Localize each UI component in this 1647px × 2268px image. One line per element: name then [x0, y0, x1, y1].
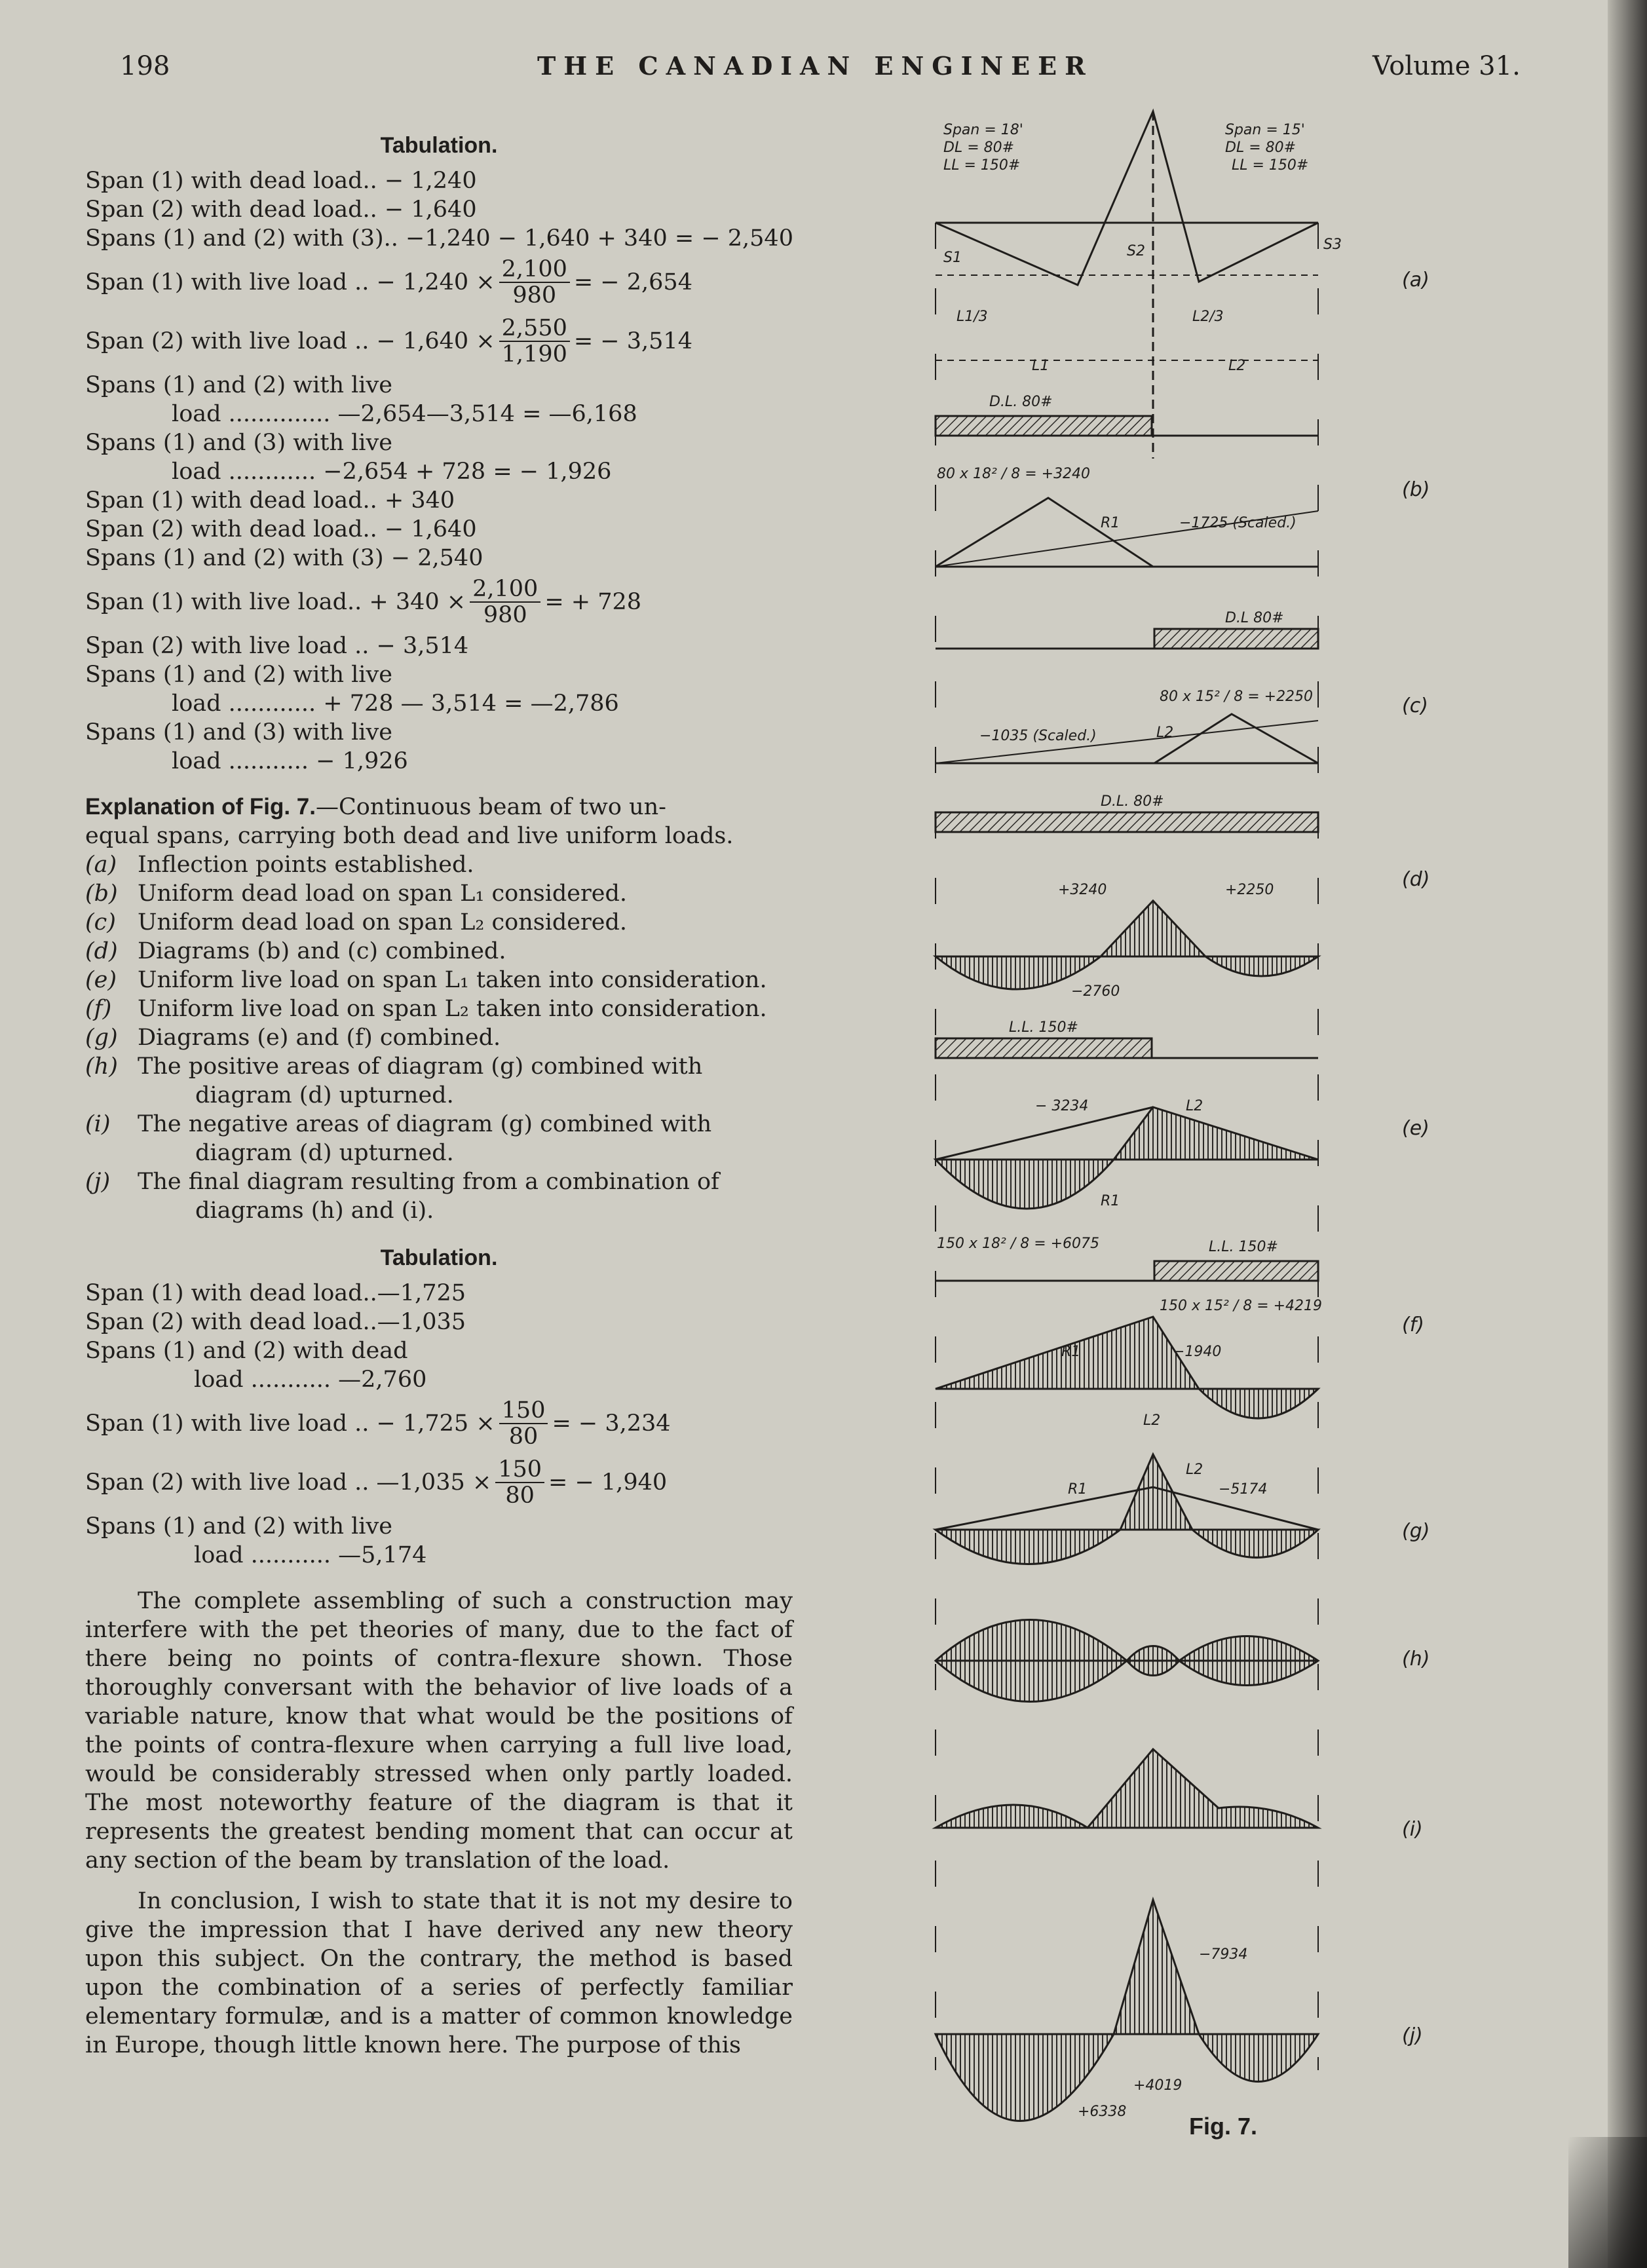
fig-c-load: D.L 80# [1225, 610, 1284, 626]
explanation-item [85, 1167, 793, 1196]
explanation-item [85, 1110, 793, 1139]
page-header [0, 51, 1647, 90]
moment-triangle [936, 498, 1153, 567]
tab2-row: Span (1) with dead load..—1,725 [85, 1280, 466, 1306]
item-label: (i) [85, 1111, 111, 1137]
explanation-intro: equal spans, carrying both dead and live uniform loads. [85, 823, 734, 849]
tabulation-title-2: Tabulation. [380, 1245, 498, 1270]
fig-c-l2: L2 [1156, 725, 1174, 741]
explanation-item-cont: diagrams (h) and (i). [195, 1198, 434, 1224]
fig-a-ll2: LL = 150# [1232, 157, 1309, 174]
tab1-row: load ............ + 728 — 3,514 = —2,786 [172, 690, 619, 717]
item-text: Diagrams (e) and (f) combined. [138, 1025, 501, 1051]
journal-title: THE CANADIAN ENGINEER [537, 51, 1093, 81]
denominator: 80 [508, 1424, 539, 1450]
page-number: 198 [120, 51, 170, 81]
tab1-row: Span (1) with dead load.. + 340 [85, 487, 455, 514]
numerator: 150 [495, 1457, 544, 1483]
dead-load-block [936, 812, 1318, 832]
moment-diagram-e [936, 1107, 1318, 1209]
fig-g-r1: R1 [1068, 1481, 1088, 1498]
item-label: (f) [85, 996, 112, 1022]
tab1-text: Span (1) with live load.. + 340 × [85, 589, 466, 615]
explanation-item-cont: diagram (d) upturned. [195, 1140, 454, 1166]
explanation-item [85, 908, 793, 937]
sub-label-c: (c) [1402, 694, 1428, 717]
tab2-row-fraction [85, 1394, 793, 1453]
dead-load-block [936, 416, 1152, 436]
fig-a-s2: S2 [1127, 243, 1145, 259]
item-label: (g) [85, 1025, 118, 1051]
tab1-row: Spans (1) and (2) with (3).. −1,240 − 1,640 + 340 = − 2,540 [85, 225, 793, 252]
sub-label-d: (d) [1402, 868, 1430, 891]
tab2-row: Spans (1) and (2) with dead [85, 1338, 408, 1364]
fig-a-l2-3: L2/3 [1192, 309, 1224, 325]
fig-b-scaled: −1725 (Scaled.) [1179, 515, 1297, 531]
tab1-text: Span (1) with live load .. − 1,240 × [85, 269, 495, 295]
tab1-row-fraction [85, 573, 793, 632]
explanation-item [85, 1052, 793, 1081]
sub-label-b: (b) [1402, 478, 1430, 501]
numerator: 150 [499, 1398, 548, 1424]
fig-e-v1: − 3234 [1035, 1098, 1089, 1114]
item-text: Diagrams (b) and (c) combined. [138, 938, 506, 964]
fig-b-load: D.L. 80# [989, 394, 1053, 410]
item-label: (b) [85, 880, 118, 907]
sub-label-g: (g) [1402, 1520, 1430, 1543]
explanation-intro [85, 793, 793, 822]
tab2-row: load ........... —5,174 [194, 1542, 427, 1568]
fig-f-l2: L2 [1143, 1412, 1161, 1429]
tab1-text: = + 728 [544, 589, 642, 615]
fig-e-l2: L2 [1186, 1098, 1203, 1114]
fraction [470, 576, 540, 628]
tab1-row: Spans (1) and (3) with live [85, 430, 392, 456]
moment-diagram-g [936, 1454, 1318, 1564]
item-text: Uniform live load on span L₁ taken into consideration. [138, 967, 767, 993]
fig-b-r1: R1 [1101, 515, 1120, 531]
sub-label-a: (a) [1402, 269, 1429, 292]
fig-a-s3: S3 [1323, 236, 1342, 253]
explanation-item [85, 1023, 793, 1052]
sub-label-i: (i) [1402, 1818, 1423, 1841]
item-text: Uniform live load on span L₂ taken into consideration. [138, 996, 767, 1022]
explanation-item-cont: diagram (d) upturned. [195, 1082, 454, 1108]
fig-j-v3: +6338 [1078, 2104, 1127, 2120]
item-text: The positive areas of diagram (g) combined with [138, 1053, 703, 1080]
dead-load-block [1154, 629, 1318, 649]
item-label: (j) [85, 1169, 111, 1195]
tab2-text: Span (1) with live load .. − 1,725 × [85, 1410, 495, 1437]
fig-b-formula: 80 x 18² / 8 = +3240 [937, 466, 1091, 482]
fig-d-v1: +3240 [1058, 882, 1107, 898]
tab2-text: = − 3,234 [552, 1410, 671, 1437]
numerator: 2,100 [499, 257, 570, 283]
explanation-lead: Explanation of Fig. 7. [85, 794, 316, 820]
explanation-item [85, 994, 793, 1023]
tab1-text: = − 3,514 [573, 328, 692, 354]
fraction [495, 1457, 544, 1508]
denominator: 80 [505, 1483, 535, 1509]
sub-label-j: (j) [1402, 2024, 1423, 2047]
sub-label-f: (f) [1402, 1314, 1424, 1336]
item-label: (h) [85, 1053, 118, 1080]
tab2-row: load ........... —2,760 [194, 1367, 427, 1393]
numerator: 2,100 [470, 576, 540, 603]
fig-e-load: L.L. 150# [1009, 1019, 1078, 1036]
tab1-row: Spans (1) and (2) with live [85, 662, 392, 688]
fig-d-v3: −2760 [1071, 983, 1120, 1000]
tab1-row: Spans (1) and (2) with (3) − 2,540 [85, 545, 483, 571]
text-column [85, 131, 793, 2060]
volume-label: Volume 31. [1372, 51, 1521, 81]
tab1-row: load ............ −2,654 + 728 = − 1,926 [172, 459, 612, 485]
fig-g-l2: L2 [1186, 1462, 1203, 1478]
sub-label-e: (e) [1402, 1117, 1429, 1140]
tabulation-title-1: Tabulation. [380, 133, 498, 158]
fig-e-r1: R1 [1101, 1193, 1120, 1209]
fig-c-scaled: −1035 (Scaled.) [979, 728, 1097, 744]
tab1-row: Spans (1) and (3) with live [85, 719, 392, 746]
fig-d-load: D.L. 80# [1101, 793, 1164, 810]
item-label: (d) [85, 938, 118, 964]
tab2-row: Spans (1) and (2) with live [85, 1513, 392, 1540]
item-label: (c) [85, 909, 116, 936]
fig-a-ll1: LL = 150# [943, 157, 1021, 174]
fig-f-v1: −1940 [1173, 1344, 1222, 1360]
explanation-text: —Continuous beam of two un- [315, 794, 666, 820]
explanation-item [85, 879, 793, 908]
book-binding-edge [1608, 0, 1647, 2268]
tab1-text: = − 2,654 [573, 269, 692, 295]
fig-f-load: L.L. 150# [1209, 1239, 1278, 1255]
fraction [499, 1398, 548, 1449]
fig-e-formula: 150 x 18² / 8 = +6075 [937, 1236, 1100, 1252]
fig-a-span1: Span = 18' [943, 122, 1023, 138]
tab1-row: Span (1) with dead load.. − 1,240 [85, 168, 477, 194]
body-paragraph: In conclusion, I wish to state that it is not my desire to give the impression that I have derived any new theory upon this subject. On the contrary, the method is based upon the combination of a series of perfectly familiar elementary formulæ, and is a matter of common knowledge in Europe, though little known here. The purpose of this [85, 1888, 793, 2058]
figure-caption: Fig. 7. [1189, 2113, 1258, 2140]
fig-c-formula: 80 x 15² / 8 = +2250 [1160, 689, 1314, 705]
tab2-text: = − 1,940 [548, 1469, 668, 1496]
item-text: The negative areas of diagram (g) combined with [138, 1111, 712, 1137]
fig-j-v1: −7934 [1199, 1946, 1248, 1963]
page-shadow [1568, 2137, 1647, 2268]
tab1-row: Span (2) with dead load.. − 1,640 [85, 516, 477, 542]
tab1-row: load ........... − 1,926 [172, 748, 408, 774]
fig-a-l1-3: L1/3 [956, 309, 988, 325]
moment-diagram-f [936, 1317, 1318, 1418]
tab2-row: Span (2) with dead load..—1,035 [85, 1309, 466, 1335]
fig-a-s1: S1 [943, 250, 962, 266]
tab1-row-fraction [85, 312, 793, 371]
tab1-text: Span (2) with live load .. − 1,640 × [85, 328, 495, 354]
fraction [499, 257, 570, 308]
item-text: The final diagram resulting from a combination of [138, 1169, 720, 1195]
numerator: 2,550 [499, 316, 570, 342]
figure-7-diagram [917, 105, 1415, 2155]
explanation-item [85, 850, 793, 879]
moment-triangle [1154, 714, 1318, 763]
tab2-text: Span (2) with live load .. —1,035 × [85, 1469, 492, 1496]
tab1-row: Span (2) with dead load.. − 1,640 [85, 197, 477, 223]
tab2-row-fraction [85, 1453, 793, 1512]
fig-f-r1: R1 [1061, 1344, 1081, 1360]
figure-explanation [85, 793, 793, 1225]
live-load-block [936, 1038, 1152, 1058]
moment-diagram-j [936, 1900, 1318, 2121]
item-text: Uniform dead load on span L₁ considered. [138, 880, 627, 907]
item-text: Uniform dead load on span L₂ considered. [138, 909, 627, 936]
tab1-row-fraction [85, 253, 793, 312]
moment-diagram-i [936, 1749, 1318, 1828]
fig-a-span2: Span = 15' [1225, 122, 1305, 138]
tab1-row: load .............. —2,654—3,514 = —6,168 [172, 401, 637, 427]
item-label: (e) [85, 967, 117, 993]
fig-a-l2: L2 [1228, 358, 1246, 374]
fig-d-v2: +2250 [1225, 882, 1274, 898]
body-paragraph: The complete assembling of such a construction may interfere with the pet theories of many, due to the fact of there being no points of contra-flexure shown. Those thoroughly conversant with the behavior of live loads of a variable nature, know that what would be the positions of the points of contra-flexure when carrying a full live load, would be considerably stressed when only partly loaded. The most noteworthy feature of the diagram is that it represents the greatest bending moment that can occur at any section of the beam by translation of the load. [85, 1588, 793, 1874]
fig-f-formula: 150 x 15² / 8 = +4219 [1160, 1298, 1323, 1314]
fraction [499, 316, 570, 367]
denominator: 980 [512, 282, 557, 309]
moment-diagram-d [936, 901, 1318, 989]
live-load-block [1154, 1261, 1318, 1281]
item-label: (a) [85, 852, 117, 878]
fig-a-dl2: DL = 80# [1225, 140, 1297, 156]
denominator: 980 [483, 602, 527, 628]
explanation-item [85, 966, 793, 994]
fig-a-dl1: DL = 80# [943, 140, 1015, 156]
fig-j-v2: +4019 [1133, 2077, 1183, 2094]
item-text: Inflection points established. [138, 852, 474, 878]
fig-a-l1: L1 [1032, 358, 1050, 374]
denominator: 1,190 [501, 341, 567, 368]
tab1-row: Span (2) with live load .. − 3,514 [85, 633, 469, 659]
explanation-item [85, 937, 793, 966]
fig-g-v1: −5174 [1219, 1481, 1268, 1498]
tab1-row: Spans (1) and (2) with live [85, 372, 392, 398]
sub-label-h: (h) [1402, 1648, 1430, 1671]
